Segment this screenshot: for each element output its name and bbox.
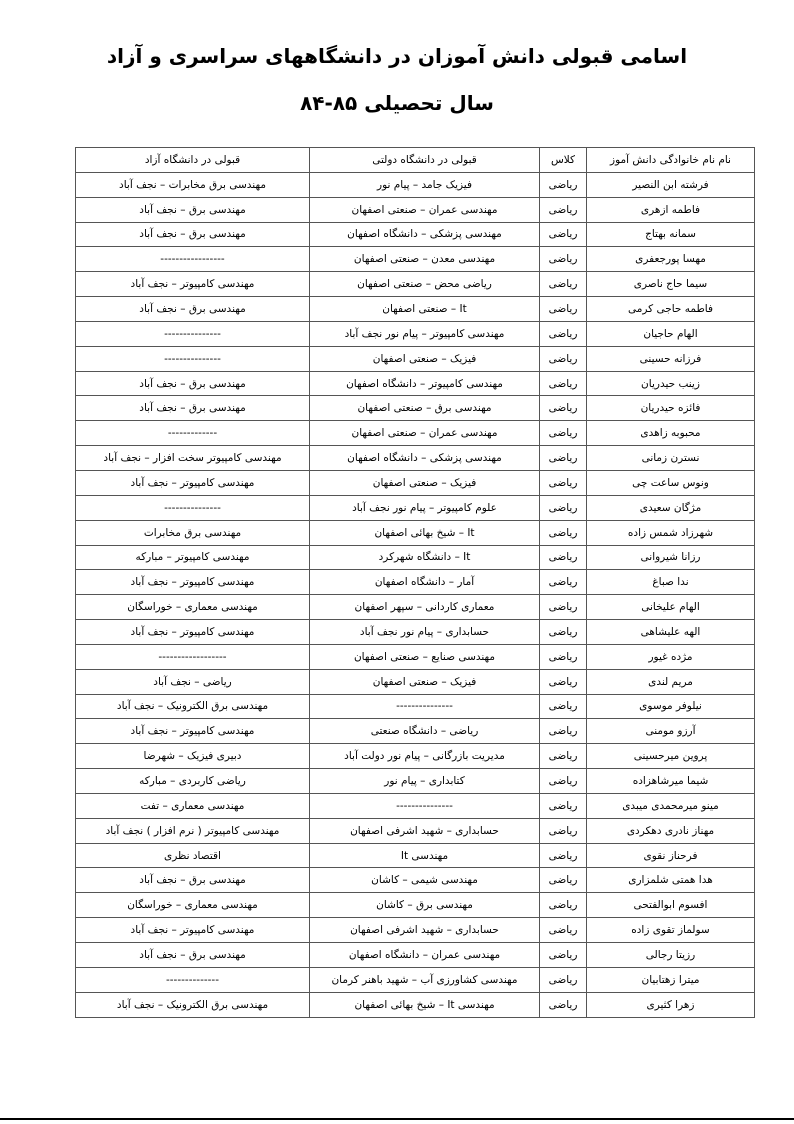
class-cell: ریاضی	[540, 346, 587, 371]
azad-university-cell: --------------	[76, 967, 310, 992]
student-name-cell: ونوس ساعت چی	[587, 470, 755, 495]
table-row	[76, 967, 755, 992]
class-cell: ریاضی	[540, 943, 587, 968]
state-university-cell: مهندسی معدن – صنعتی اصفهان	[310, 247, 540, 272]
azad-university-cell: مهندسی کامپیوتر – نجف آباد	[76, 570, 310, 595]
class-cell: ریاضی	[540, 570, 587, 595]
document-title: اسامی قبولی دانش آموزان در دانشگاههای سراسری و آزاد	[106, 44, 688, 68]
azad-university-cell: -----------------	[76, 247, 310, 272]
table-row	[76, 346, 755, 371]
student-name-cell: سولماز تقوی زاده	[587, 918, 755, 943]
state-university-cell: علوم کامپیوتر – پیام نور نجف آباد	[310, 495, 540, 520]
student-name-cell: شهرزاد شمس زاده	[587, 520, 755, 545]
table-row	[76, 694, 755, 719]
table-row	[76, 843, 755, 868]
state-university-cell: حسابداری – پیام نور نجف آباد	[310, 620, 540, 645]
table-row	[76, 744, 755, 769]
student-name-cell: افسوم ابوالفتحی	[587, 893, 755, 918]
state-university-cell: مهندسی It	[310, 843, 540, 868]
azad-university-cell: مهندسی کامپیوتر – نجف آباد	[76, 272, 310, 297]
student-name-cell: سمانه بهتاج	[587, 222, 755, 247]
azad-university-cell: -------------	[76, 421, 310, 446]
student-name-cell: میترا زهتابیان	[587, 967, 755, 992]
azad-university-cell: مهندسی برق الکترونیک – نجف آباد	[76, 992, 310, 1017]
class-cell: ریاضی	[540, 669, 587, 694]
state-university-cell: مهندسی پزشکی – دانشگاه اصفهان	[310, 446, 540, 471]
state-university-cell: It – دانشگاه شهرکرد	[310, 545, 540, 570]
azad-university-cell: مهندسی برق – نجف آباد	[76, 371, 310, 396]
azad-university-cell: ------------------	[76, 644, 310, 669]
student-name-cell: شیما میرشاهزاده	[587, 769, 755, 794]
class-cell: ریاضی	[540, 272, 587, 297]
azad-university-cell: مهندسی برق – نجف آباد	[76, 297, 310, 322]
class-cell: ریاضی	[540, 470, 587, 495]
table-row	[76, 669, 755, 694]
student-name-cell: فاطمه ازهری	[587, 197, 755, 222]
state-university-cell: ریاضی محض – صنعتی اصفهان	[310, 272, 540, 297]
azad-university-cell: مهندسی کامپیوتر سخت افزار – نجف آباد	[76, 446, 310, 471]
azad-university-cell: مهندسی برق مخابرات	[76, 520, 310, 545]
student-name-cell: مریم لندی	[587, 669, 755, 694]
azad-university-cell: اقتصاد نظری	[76, 843, 310, 868]
header-class: کلاس	[540, 148, 587, 173]
state-university-cell: معماری کاردانی – سپهر اصفهان	[310, 595, 540, 620]
table-row	[76, 769, 755, 794]
student-name-cell: رزانا شیروانی	[587, 545, 755, 570]
table-row	[76, 992, 755, 1017]
class-cell: ریاضی	[540, 769, 587, 794]
class-cell: ریاضی	[540, 694, 587, 719]
table-header-row	[76, 148, 755, 173]
class-cell: ریاضی	[540, 595, 587, 620]
class-cell: ریاضی	[540, 421, 587, 446]
table-row	[76, 222, 755, 247]
state-university-cell: مهندسی کامپیوتر – پیام نور نجف آباد	[310, 321, 540, 346]
class-cell: ریاضی	[540, 321, 587, 346]
class-cell: ریاضی	[540, 495, 587, 520]
student-name-cell: فرشته ابن النصیر	[587, 172, 755, 197]
class-cell: ریاضی	[540, 247, 587, 272]
table-row	[76, 247, 755, 272]
student-name-cell: الهام علیخانی	[587, 595, 755, 620]
student-name-cell: سیما حاج ناصری	[587, 272, 755, 297]
class-cell: ریاضی	[540, 719, 587, 744]
state-university-cell: مهندسی کامپیوتر – دانشگاه اصفهان	[310, 371, 540, 396]
state-university-cell: ---------------	[310, 694, 540, 719]
table-row	[76, 272, 755, 297]
table-row	[76, 446, 755, 471]
student-name-cell: محبوبه زاهدی	[587, 421, 755, 446]
student-name-cell: الهام حاجیان	[587, 321, 755, 346]
table-row	[76, 421, 755, 446]
azad-university-cell: مهندسی معماری – تفت	[76, 793, 310, 818]
azad-university-cell: مهندسی برق – نجف آباد	[76, 396, 310, 421]
class-cell: ریاضی	[540, 520, 587, 545]
state-university-cell: حسابداری – شهید اشرفی اصفهان	[310, 818, 540, 843]
student-name-cell: رزیتا رجالی	[587, 943, 755, 968]
azad-university-cell: مهندسی برق – نجف آباد	[76, 943, 310, 968]
student-name-cell: ندا صباغ	[587, 570, 755, 595]
table-row	[76, 495, 755, 520]
azad-university-cell: مهندسی کامپیوتر – مبارکه	[76, 545, 310, 570]
table-row	[76, 570, 755, 595]
state-university-cell: فیزیک – صنعتی اصفهان	[310, 470, 540, 495]
azad-university-cell: مهندسی برق مخابرات – نجف آباد	[76, 172, 310, 197]
student-name-cell: الهه علیشاهی	[587, 620, 755, 645]
class-cell: ریاضی	[540, 918, 587, 943]
state-university-cell: ریاضی – دانشگاه صنعتی	[310, 719, 540, 744]
student-name-cell: فرحناز نقوی	[587, 843, 755, 868]
table-row	[76, 943, 755, 968]
state-university-cell: مهندسی پزشکی – دانشگاه اصفهان	[310, 222, 540, 247]
class-cell: ریاضی	[540, 644, 587, 669]
azad-university-cell: ---------------	[76, 495, 310, 520]
azad-university-cell: مهندسی برق – نجف آباد	[76, 197, 310, 222]
state-university-cell: آمار – دانشگاه اصفهان	[310, 570, 540, 595]
azad-university-cell: ---------------	[76, 346, 310, 371]
table-row	[76, 321, 755, 346]
table-row	[76, 620, 755, 645]
state-university-cell: مهندسی شیمی – کاشان	[310, 868, 540, 893]
state-university-cell: فیزیک – صنعتی اصفهان	[310, 346, 540, 371]
azad-university-cell: مهندسی کامپیوتر – نجف آباد	[76, 719, 310, 744]
state-university-cell: It – صنعتی اصفهان	[310, 297, 540, 322]
table-row	[76, 470, 755, 495]
table-row	[76, 371, 755, 396]
student-name-cell: مهناز نادری دهکردی	[587, 818, 755, 843]
class-cell: ریاضی	[540, 172, 587, 197]
table-row	[76, 172, 755, 197]
state-university-cell: مهندسی It – شیخ بهائی اصفهان	[310, 992, 540, 1017]
student-name-cell: پروین میرحسینی	[587, 744, 755, 769]
table-row	[76, 545, 755, 570]
table-row	[76, 197, 755, 222]
class-cell: ریاضی	[540, 893, 587, 918]
student-name-cell: هدا همتی شلمزاری	[587, 868, 755, 893]
state-university-cell: فیزیک – صنعتی اصفهان	[310, 669, 540, 694]
class-cell: ریاضی	[540, 396, 587, 421]
state-university-cell: مهندسی عمران – صنعتی اصفهان	[310, 197, 540, 222]
state-university-cell: مهندسی برق – صنعتی اصفهان	[310, 396, 540, 421]
student-name-cell: فائزه حیدریان	[587, 396, 755, 421]
class-cell: ریاضی	[540, 197, 587, 222]
student-name-cell: نیلوفر موسوی	[587, 694, 755, 719]
student-name-cell: مژده غیور	[587, 644, 755, 669]
azad-university-cell: ریاضی کاربردی – مبارکه	[76, 769, 310, 794]
state-university-cell: مهندسی عمران – صنعتی اصفهان	[310, 421, 540, 446]
state-university-cell: مهندسی عمران – دانشگاه اصفهان	[310, 943, 540, 968]
azad-university-cell: ---------------	[76, 321, 310, 346]
state-university-cell: It – شیخ بهائی اصفهان	[310, 520, 540, 545]
state-university-cell: فیزیک جامد – پیام نور	[310, 172, 540, 197]
state-university-cell: ---------------	[310, 793, 540, 818]
class-cell: ریاضی	[540, 620, 587, 645]
table-row	[76, 520, 755, 545]
azad-university-cell: مهندسی کامپیوتر – نجف آباد	[76, 918, 310, 943]
table-row	[76, 868, 755, 893]
table-row	[76, 644, 755, 669]
azad-university-cell: مهندسی برق الکترونیک – نجف آباد	[76, 694, 310, 719]
class-cell: ریاضی	[540, 868, 587, 893]
student-name-cell: آرزو مومنی	[587, 719, 755, 744]
class-cell: ریاضی	[540, 818, 587, 843]
header-azad-university: قبولی در دانشگاه آزاد	[76, 148, 310, 173]
class-cell: ریاضی	[540, 793, 587, 818]
azad-university-cell: ریاضی – نجف آباد	[76, 669, 310, 694]
table-row	[76, 396, 755, 421]
azad-university-cell: مهندسی کامپیوتر – نجف آباد	[76, 470, 310, 495]
class-cell: ریاضی	[540, 222, 587, 247]
table-row	[76, 719, 755, 744]
table-body	[76, 172, 755, 1017]
state-university-cell: مهندسی برق – کاشان	[310, 893, 540, 918]
azad-university-cell: دبیری فیزیک – شهرضا	[76, 744, 310, 769]
header-state-university: قبولی در دانشگاه دولتی	[310, 148, 540, 173]
state-university-cell: حسابداری – شهید اشرفی اصفهان	[310, 918, 540, 943]
class-cell: ریاضی	[540, 843, 587, 868]
student-name-cell: زهرا کثیری	[587, 992, 755, 1017]
class-cell: ریاضی	[540, 744, 587, 769]
state-university-cell: مهندسی صنایع – صنعتی اصفهان	[310, 644, 540, 669]
table-row	[76, 595, 755, 620]
state-university-cell: مهندسی کشاورزی آب – شهید باهنر کرمان	[310, 967, 540, 992]
table-row	[76, 793, 755, 818]
state-university-cell: کتابداری – پیام نور	[310, 769, 540, 794]
document-subtitle: سال تحصیلی ۸۵-۸۴	[300, 91, 494, 115]
class-cell: ریاضی	[540, 446, 587, 471]
class-cell: ریاضی	[540, 297, 587, 322]
azad-university-cell: مهندسی کامپیوتر – نجف آباد	[76, 620, 310, 645]
class-cell: ریاضی	[540, 967, 587, 992]
student-name-cell: نسترن زمانی	[587, 446, 755, 471]
admissions-table	[75, 147, 755, 1018]
student-name-cell: فرزانه حسینی	[587, 346, 755, 371]
student-name-cell: فاطمه حاجی کرمی	[587, 297, 755, 322]
page-bottom-rule	[0, 1118, 794, 1120]
student-name-cell: مینو میرمحمدی میبدی	[587, 793, 755, 818]
class-cell: ریاضی	[540, 371, 587, 396]
table-row	[76, 818, 755, 843]
student-name-cell: مژگان سعیدی	[587, 495, 755, 520]
class-cell: ریاضی	[540, 992, 587, 1017]
class-cell: ریاضی	[540, 545, 587, 570]
header-student-name: نام نام خانوادگی دانش آموز	[587, 148, 755, 173]
azad-university-cell: مهندسی معماری – خوراسگان	[76, 893, 310, 918]
azad-university-cell: مهندسی برق – نجف آباد	[76, 868, 310, 893]
azad-university-cell: مهندسی برق – نجف آباد	[76, 222, 310, 247]
student-name-cell: زینب حیدریان	[587, 371, 755, 396]
table-row	[76, 297, 755, 322]
table-row	[76, 893, 755, 918]
state-university-cell: مدیریت بازرگانی – پیام نور دولت آباد	[310, 744, 540, 769]
table-row	[76, 918, 755, 943]
student-name-cell: مهسا پورجعفری	[587, 247, 755, 272]
azad-university-cell: مهندسی معماری – خوراسگان	[76, 595, 310, 620]
azad-university-cell: مهندسی کامپیوتر ( نرم افزار ) نجف آباد	[76, 818, 310, 843]
